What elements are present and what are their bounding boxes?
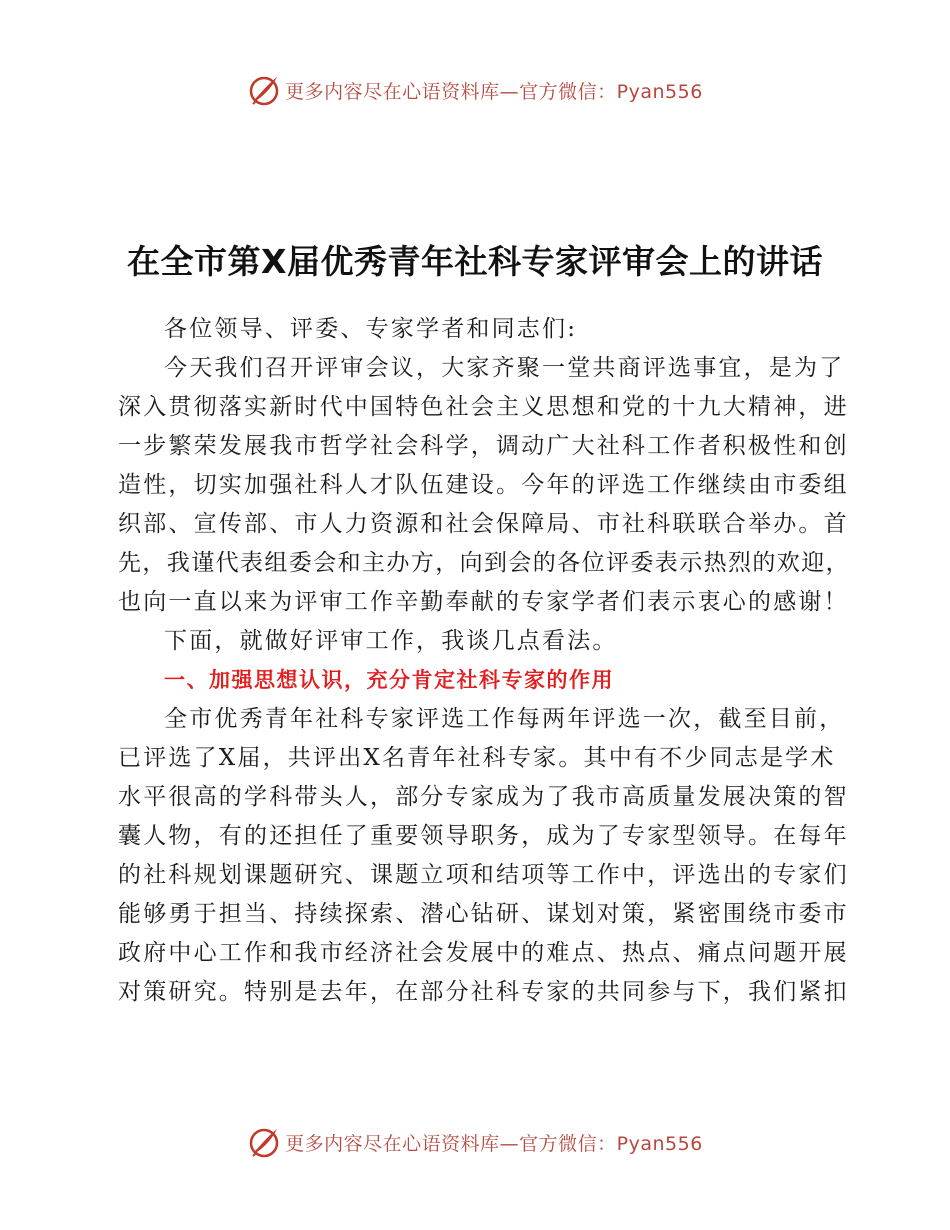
body-line: 水平很高的学科带头人，部分专家成为了我市高质量发展决策的智 [118,784,849,810]
page-title: 在全市第X届优秀青年社科专家评审会上的讲话 [127,242,823,281]
body-line: 也向一直以来为评审工作辛勤奉献的专家学者们表示衷心的感谢！ [118,589,849,615]
feather-pen-logo-icon [247,73,281,107]
body-line: 政府中心工作和我市经济社会发展中的难点、热点、痛点问题开展 [118,940,849,966]
watermark-text: 更多内容尽在心语资料库—官方微信：Pyan556 [285,80,703,103]
watermark-banner-bottom [0,1122,950,1162]
body-line: 能够勇于担当、持续探索、潜心钻研、谋划对策，紧密围绕市委市 [118,901,849,927]
document-body [118,310,850,1012]
body-line: 全市优秀青年社科专家评选工作每两年评选一次，截至目前， [164,706,845,732]
body-line: 一步繁荣发展我市哲学社会科学，调动广大社科工作者积极性和创 [118,433,849,459]
body-line: 已评选了X届，共评出X名青年社科专家。其中有不少同志是学术 [118,745,836,771]
salutation-line: 各位领导、评委、专家学者和同志们: [164,316,578,342]
body-line: 的社科规划课题研究、课题立项和结项等工作中，评选出的专家们 [118,862,849,888]
body-line: 先，我谨代表组委会和主办方，向到会的各位评委表示热烈的欢迎， [118,550,850,576]
body-line: 织部、宣传部、市人力资源和社会保障局、市社科联联合举办。首 [118,511,849,537]
body-line: 下面，就做好评审工作，我谈几点看法。 [164,628,618,654]
body-line: 造性，切实加强社科人才队伍建设。今年的评选工作继续由市委组 [118,472,849,498]
watermark-text: 更多内容尽在心语资料库—官方微信：Pyan556 [285,1132,703,1155]
body-line: 深入贯彻落实新时代中国特色社会主义思想和党的十九大精神，进 [118,394,849,420]
feather-pen-logo-icon [247,1125,281,1159]
body-line: 对策研究。特别是去年，在部分社科专家的共同参与下，我们紧扣 [118,979,849,1005]
section-heading: 一、加强思想认识，充分肯定社科专家的作用 [164,668,614,692]
body-line: 今天我们召开评审会议，大家齐聚一堂共商评选事宜，是为了 [164,355,845,381]
watermark-banner-top [0,70,950,110]
body-line: 囊人物，有的还担任了重要领导职务，成为了专家型领导。在每年 [118,823,849,849]
